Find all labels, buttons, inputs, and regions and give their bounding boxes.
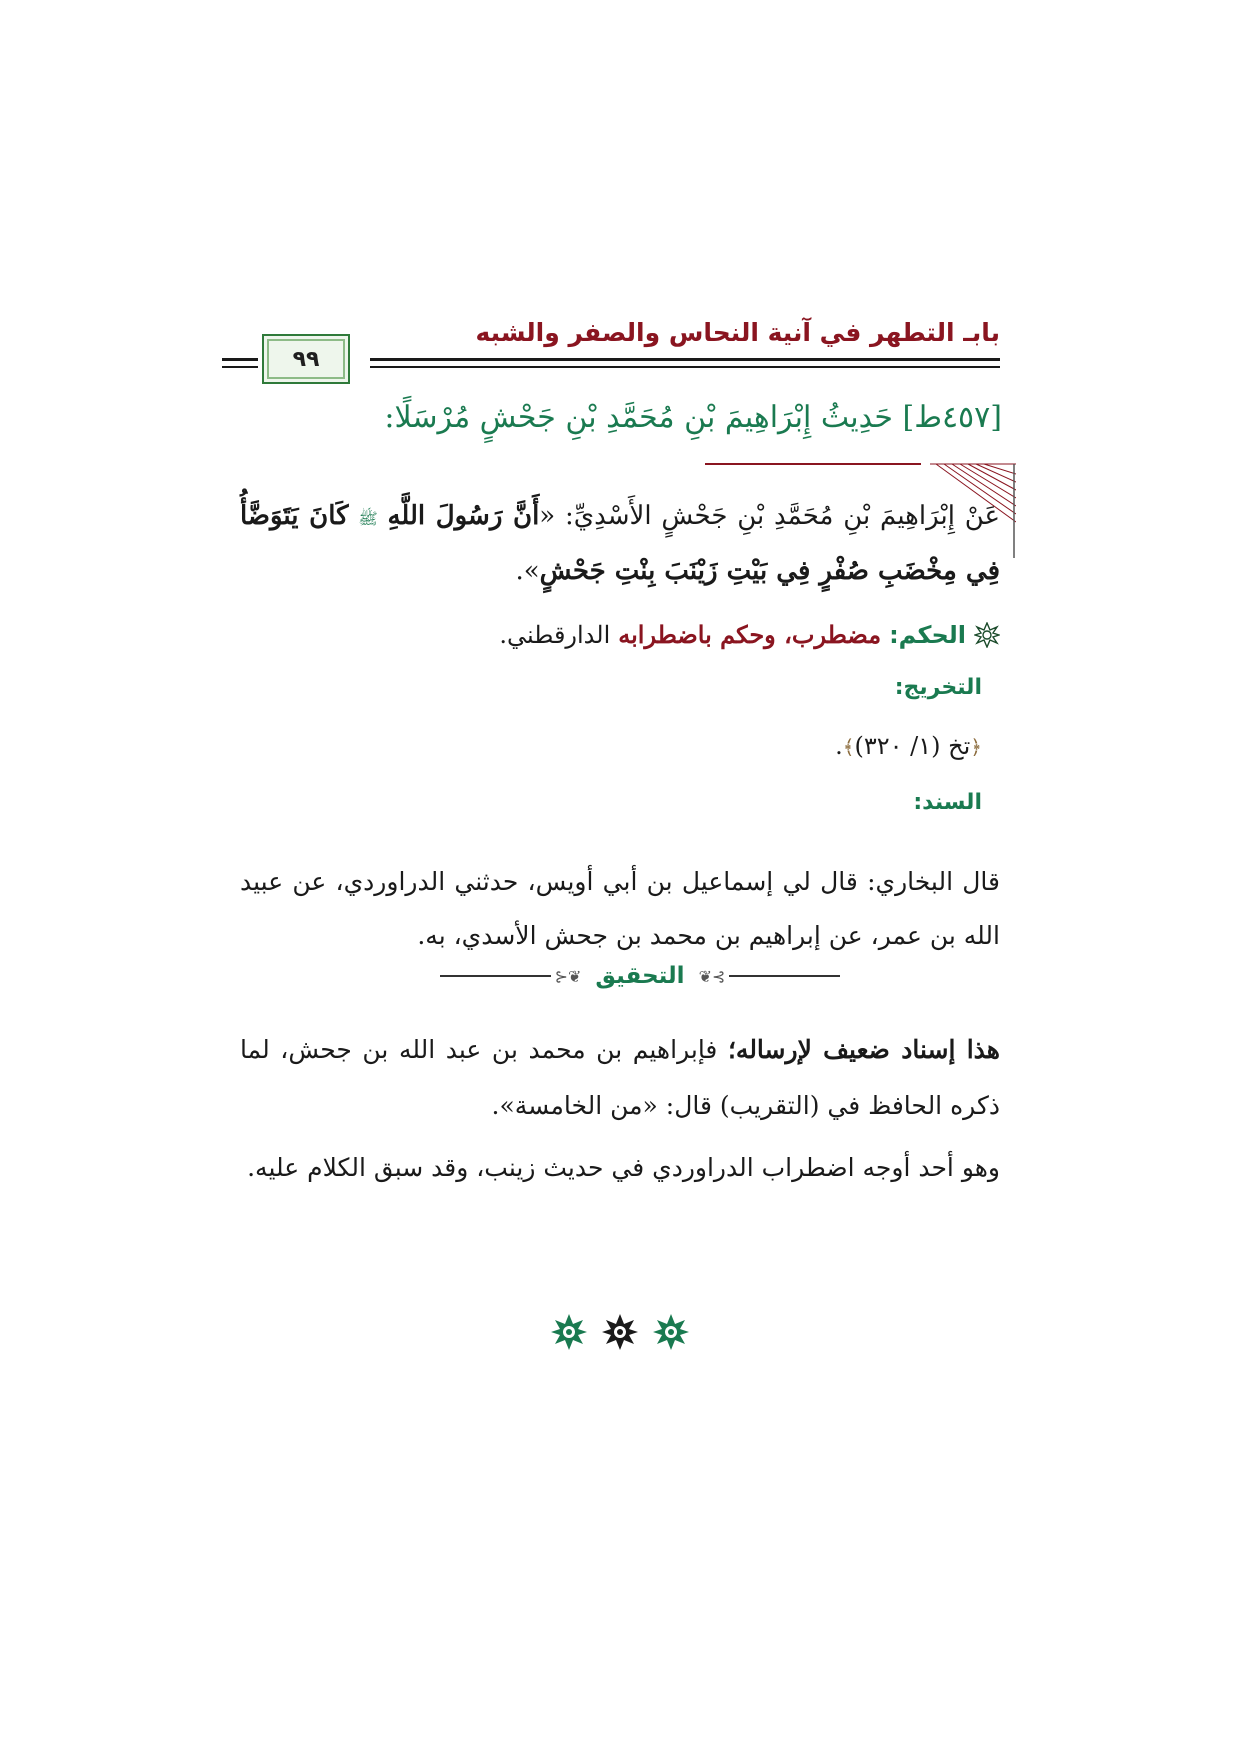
close-bracket: ﴾ xyxy=(842,735,855,759)
ruling-line xyxy=(499,620,1000,649)
ruling-value: مضطرب، وحكم باضطرابه xyxy=(618,620,882,649)
analysis-paragraph-1 xyxy=(240,1022,1000,1134)
tahqiq-separator xyxy=(440,958,840,994)
hadith-intro: عَنْ إِبْرَاهِيمَ بْنِ مُحَمَّدِ بْنِ جَحْشٍ الأَسْدِيِّ: « xyxy=(539,501,1001,531)
analysis-paragraph-2: وهو أحد أوجه اضطراب الدراوردي في حديث زينب، وقد سبق الكلام عليه. xyxy=(247,1153,1000,1182)
knot-icon: ⊱❦ xyxy=(698,966,726,986)
isnad-text: قال البخاري: قال لي إسماعيل بن أبي أويس، حدثني الدراوردي، عن عبيد الله بن عمر، عن إبراهيم بن محمد بن جحش الأسدي، به. xyxy=(240,867,1000,950)
header-rule-left-top xyxy=(222,358,258,361)
analysis-verdict: هذا إسناد ضعيف لإرساله؛ xyxy=(727,1035,1000,1064)
takhrij-reference xyxy=(835,732,982,760)
tahqiq-label: التحقيق xyxy=(595,963,685,989)
flower-ornament-icon xyxy=(652,1313,690,1351)
header-rule-top xyxy=(370,358,1000,361)
flower-ornament-icon xyxy=(601,1313,639,1351)
hadith-title: حَدِيثُ إِبْرَاهِيمَ بْنِ مُحَمَّدِ بْنِ جَحْشٍ مُرْسَلًا: xyxy=(384,400,893,435)
salutation-glyph: ﷺ xyxy=(358,509,378,528)
knot-icon: ❦⊰ xyxy=(554,966,582,986)
takhrij-heading: التخريج: xyxy=(894,675,982,700)
isnad-heading: السند: xyxy=(913,790,982,815)
hadith-quote: كَانَ يَتَوَضَّأُ فِي مِخْضَبِ صُفْرٍ فِي بَيْتِ زَيْنَبَ بِنْتِ جَحْشٍ xyxy=(240,501,1000,586)
title-underline xyxy=(705,463,921,465)
takhrij-end: . xyxy=(835,732,843,760)
ruling-label: الحكم: xyxy=(889,620,966,649)
header-rule-bottom xyxy=(370,366,1000,368)
page-number-badge xyxy=(262,334,350,384)
hadith-text xyxy=(240,490,1000,597)
hadith-number: [٤٥٧ط] xyxy=(902,400,1002,435)
hadith-prophet: أَنَّ رَسُولَ اللَّهِ xyxy=(387,501,540,531)
hadith-end: ». xyxy=(515,556,540,586)
open-bracket: ﴿ xyxy=(970,735,982,759)
header-rule-left-bottom xyxy=(222,366,258,368)
separator-line-right xyxy=(729,975,840,977)
analysis-rest: فإبراهيم بن محمد بن عبد الله بن جحش، لما ذكره الحافظ في (التقريب) قال: «من الخامسة». xyxy=(240,1035,1000,1120)
flower-ornament-icon xyxy=(550,1313,588,1351)
closing-ornaments xyxy=(550,1312,690,1352)
chapter-title: بابـ التطهر في آنية النحاس والصفر والشبه xyxy=(475,318,1000,347)
ruling-authority: الدارقطني. xyxy=(499,620,611,649)
flower-icon xyxy=(974,622,1000,648)
hadith-heading xyxy=(384,400,1002,435)
page-number: ٩٩ xyxy=(292,346,320,372)
takhrij-ref-text: تخ (١/ ٣٢٠) xyxy=(854,732,971,760)
separator-line-left xyxy=(440,975,551,977)
